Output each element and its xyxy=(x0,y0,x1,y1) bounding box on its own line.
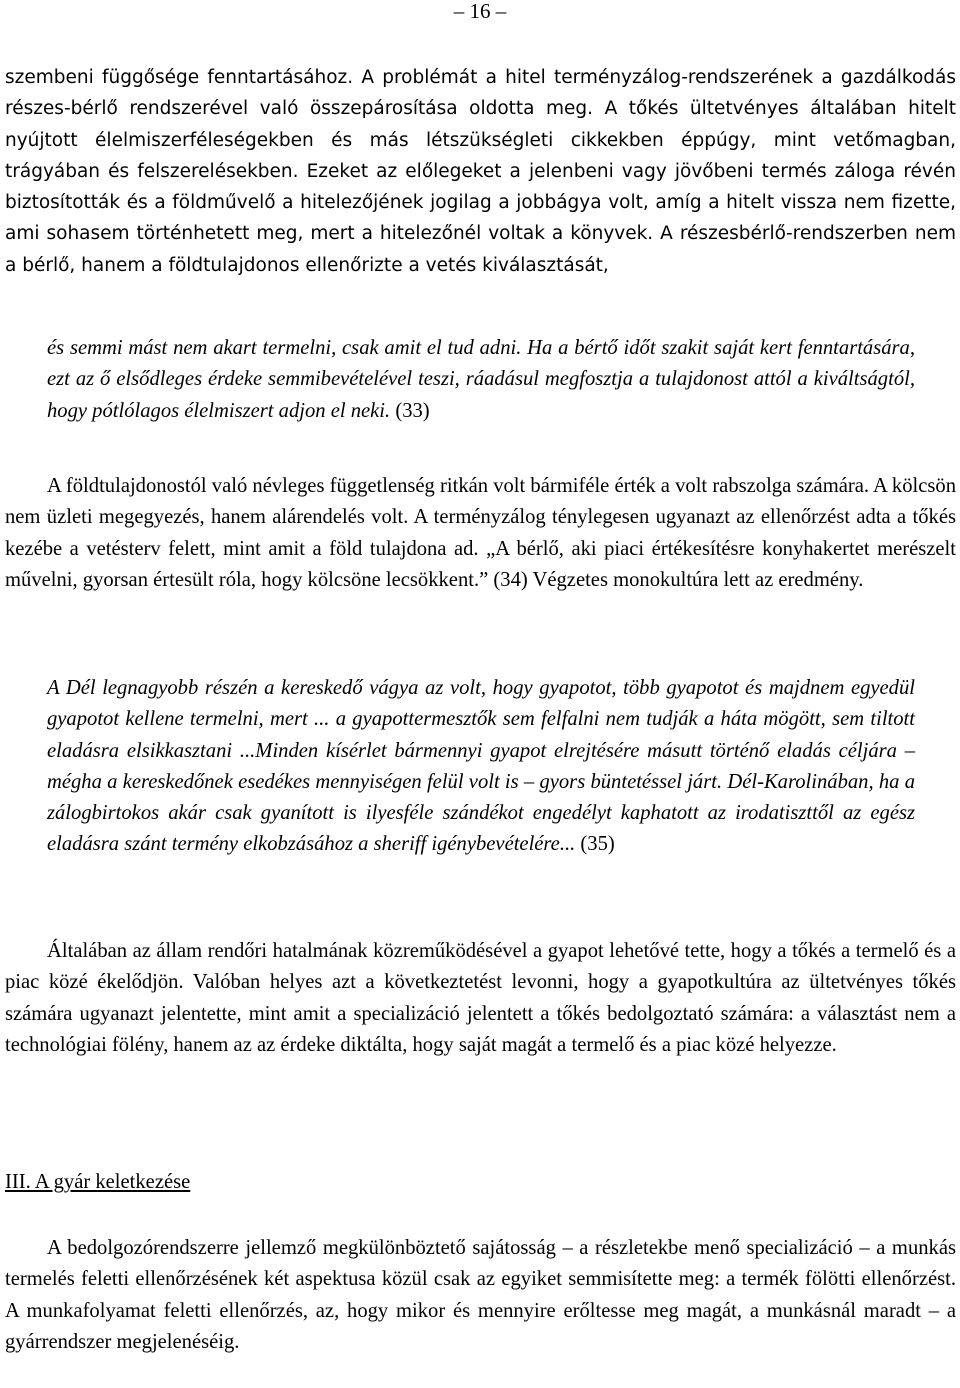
quote-2 xyxy=(47,673,915,861)
paragraph-1: szembeni függősége fenntartásához. A problémát a hitel terményzálog-rendszerének a gazdálkodás részes-bérlő rendszerével való összepárosítása oldotta meg. A tőkés ültetvényes általában hitelt nyújtott élelmiszerféleségekben és más létszükségleti cikkekben éppúgy, mint vetőmagban, trágyában és felszerelésekben. Ezeket az előlegeket a jelenbeni vagy jövőbeni termés záloga révén biztosították és a földművelő a hitelezőjének jogilag a jobbágya volt, amíg a hitelt vissza nem fizette, ami sohasem történhetett meg, mert a hitelezőnél voltak a könyvek. A részesbérlő-rendszerben nem a bérlő, hanem a földtulajdonos ellenőrizte a vetés kiválasztását, xyxy=(5,67,956,276)
quote-2-citation: (35) xyxy=(575,833,615,856)
quote-2-text: A Dél legnagyobb részén a kereskedő vágya az volt, hogy gyapotot, több gyapotot és majdnem egyedül gyapotot kellene termelni, mert ... a gyapottermesztők sem felfalni nem tudják a háta mögött, sem tiltott eladásra elsikkasztani ...Minden kísérlet bármennyi gyapot elrejtésére másutt történő eladás céljára – mégha a kereskedőnek esedékes mennyiségen felül volt is – gyors büntetéssel járt. Dél-Karolinában, ha a zálogbirtokos akár csak gyanított is ilyesféle szándékot engedélyt kaphatott az irodatiszttől az egész eladásra szánt termény elkobzásához a sheriff igénybevételére... xyxy=(47,677,915,856)
section-heading: III. A gyár keletkezése xyxy=(5,1171,191,1193)
quote-1-text: és semmi mást nem akart termelni, csak amit el tud adni. Ha a bértő időt szakit saját kert fenntartására, ezt az ő elsődleges érdeke semmibevételével teszi, ráadásul megfosztja a tulajdonost attól a kiváltságtól, hogy pótlólagos élelmiszert adjon el neki. xyxy=(47,337,915,422)
paragraph-4: A bedolgozórendszerre jellemző megkülönböztető sajátosság – a részletekbe menő specializáció – a munkás termelés feletti ellenőrzésének két aspektusa közül csak az egyiket semmisítette meg: a termék fölötti ellenőrzést. A munkafolyamat feletti ellenőrzés, az, hogy mikor és mennyire erőltesse meg magát, a munkásnál maradt – a gyárrendszer megjelenéséig. xyxy=(5,1237,956,1353)
paragraph-2: A földtulajdonostól való névleges függetlenség ritkán volt bármiféle érték a volt rabszolga számára. A kölcsön nem üzleti megegyezés, hanem alárendelés volt. A terményzálog ténylegesen ugyanazt az ellenőrzést adta a tőkés kezébe a vetésterv felett, mint amit a föld tulajdona ad. „A bérlő, aki piaci értékesítésre konyhakertet merészelt művelni, gyorsan értesült róla, hogy kölcsöne lecsökkent.” (34) Végzetes monokultúra lett az eredmény. xyxy=(5,475,956,591)
quote-1-citation: (33) xyxy=(390,399,430,422)
page-number: – 16 – xyxy=(453,0,507,23)
quote-1 xyxy=(47,333,915,427)
paragraph-3: Általában az állam rendőri hatalmának közreműködésével a gyapot lehetővé tette, hogy a tőkés a termelő és a piac közé ékelődjön. Valóban helyes azt a következtetést levonni, hogy a gyapotkultúra az ültetvényes tőkés számára ugyanazt jelentette, mint amit a specializáció jelentett a tőkés bedolgoztató számára: a választást nem a technológiai fölény, hanem az az érdeke diktálta, hogy saját magát a termelő és a piac közé helyezze. xyxy=(5,940,956,1056)
